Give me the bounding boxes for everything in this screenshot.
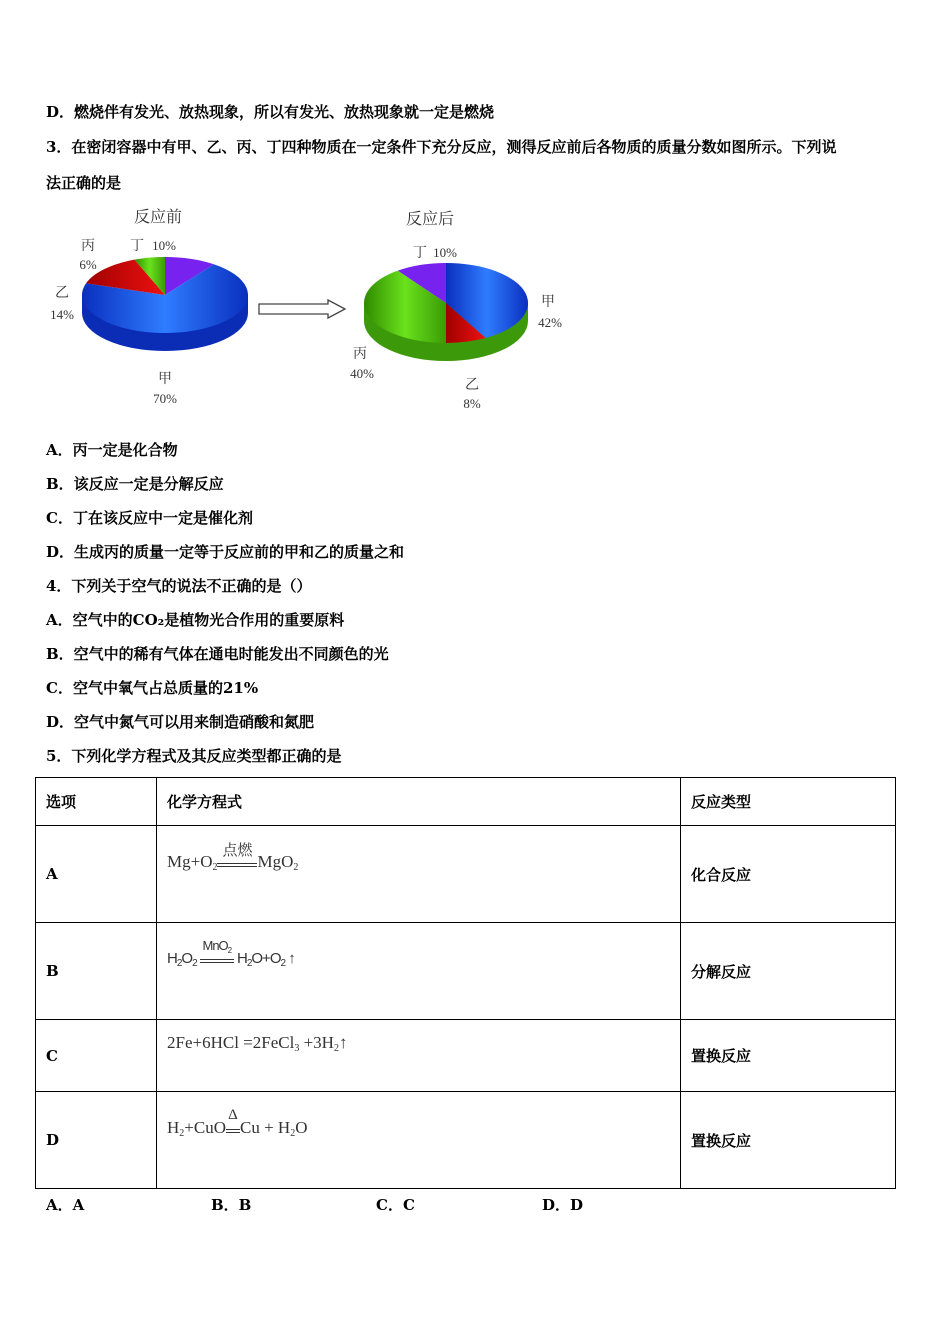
pie-after-title: 反应后 [405,209,455,228]
eq-a-left: Mg+O [167,851,213,871]
header-type: 反应类型 [681,778,896,826]
eq-a-right: MgO [257,851,294,871]
header-option: 选项 [36,778,157,826]
pie-after-pct-bing: 40% [350,366,374,381]
pie-after [364,263,528,361]
eq-c-arrow: ↑ [338,1033,348,1052]
pie-charts-svg [40,200,600,420]
q5-table [35,777,896,1189]
pie-before-title: 反应前 [133,207,183,226]
eq-c-main: 2Fe+6HCl =2FeCl [167,1033,295,1052]
answer-b: B．B [211,1196,252,1214]
pie-before-label-bing: 丙 [81,238,95,254]
q4-option-b: B．空气中的稀有气体在通电时能发出不同颜色的光 [46,645,389,663]
q3-stem-cont: 法正确的是 [46,174,122,192]
answer-a: A．A [46,1196,85,1214]
row-d-equation: $H_2+CuO$ Δ $Cu + H_2O$ [157,1092,681,1189]
eq-b-right: H [236,949,247,967]
arrow-icon [259,300,345,318]
row-b-equation: $H_2O_2$ MnO$_2$ $H_2O+O_2$ ↑ [157,923,681,1020]
answer-d: D．D [542,1196,584,1214]
pie-before-label-jia: 甲 [158,371,172,387]
row-a-option: A [36,826,157,923]
pie-before-label-ding: 丁 [130,238,144,254]
eq-d-right: Cu + H [239,1117,291,1137]
row-d-option: D [36,1092,157,1189]
q3-option-d: D．生成丙的质量一定等于反应前的甲和乙的质量之和 [46,543,405,561]
q4-option-c: C．空气中氧气占总质量的21% [46,679,259,697]
q2-option-d: D．燃烧伴有发光、放热现象，所以有发光、放热现象就一定是燃烧 [46,103,495,121]
q4-option-d: D．空气中氮气可以用来制造硝酸和氮肥 [46,713,315,731]
q4-stem: 4．下列关于空气的说法不正确的是（） [46,577,312,595]
header-equation: 化学方程式 [157,778,681,826]
pie-before-pct-yi: 14% [50,307,74,322]
pie-after-label-bing: 丙 [353,346,367,362]
q3-option-b: B．该反应一定是分解反应 [46,475,224,493]
pie-after-pct-ding: 10% [433,245,457,260]
q5-stem: 5．下列化学方程式及其反应类型都正确的是 [46,747,342,765]
pie-before [82,257,248,351]
pie-before-label-yi: 乙 [55,285,69,301]
eq-c-second: +3H [299,1033,334,1052]
pie-before-pct-bing: 6% [79,257,97,272]
answer-c: C．C [376,1196,415,1214]
q3-option-c: C．丁在该反应中一定是催化剂 [46,509,253,527]
pie-after-label-ding: 丁 [413,245,427,261]
row-b-option: B [36,923,157,1020]
pie-after-pct-yi: 8% [463,396,481,411]
q3-stem: 3．在密闭容器中有甲、乙、丙、丁四种物质在一定条件下充分反应，测得反应前后各物质的质量分数如图所示。下列说 [46,138,837,156]
pie-after-label-jia: 甲 [541,294,555,310]
row-b-type: 分解反应 [681,923,896,1020]
q3-option-a: A．丙一定是化合物 [46,441,178,459]
eq-d-left: H [167,1117,180,1137]
table-header-row [36,778,896,826]
eq-b-catalyst: MnO$_2$ [202,937,232,955]
row-a-type: 化合反应 [681,826,896,923]
pie-before-pct-jia: 70% [153,391,177,406]
eq-b-left: H [167,949,177,967]
pie-before-pct-ding: 10% [152,238,176,253]
row-c-equation: 2Fe+6HCl =2FeCl$_3$ $+3H_2↑$ [157,1020,681,1092]
pie-after-label-yi: 乙 [465,377,479,393]
table-row [36,1020,896,1092]
eq-a-condition: 点燃 [222,840,253,859]
row-c-option: C [36,1020,157,1092]
table-row [36,826,896,923]
row-a-equation: $Mg+O_2$ 点燃 MgO$_2$ [157,826,681,923]
pie-after-pct-jia: 42% [538,315,562,330]
row-c-type: 置换反应 [681,1020,896,1092]
table-row [36,1092,896,1189]
pie-charts [40,200,600,420]
eq-d-condition: Δ [228,1106,238,1123]
table-row [36,923,896,1020]
row-d-type: 置换反应 [681,1092,896,1189]
q4-option-a: A．空气中的CO₂是植物光合作用的重要原料 [46,611,345,629]
